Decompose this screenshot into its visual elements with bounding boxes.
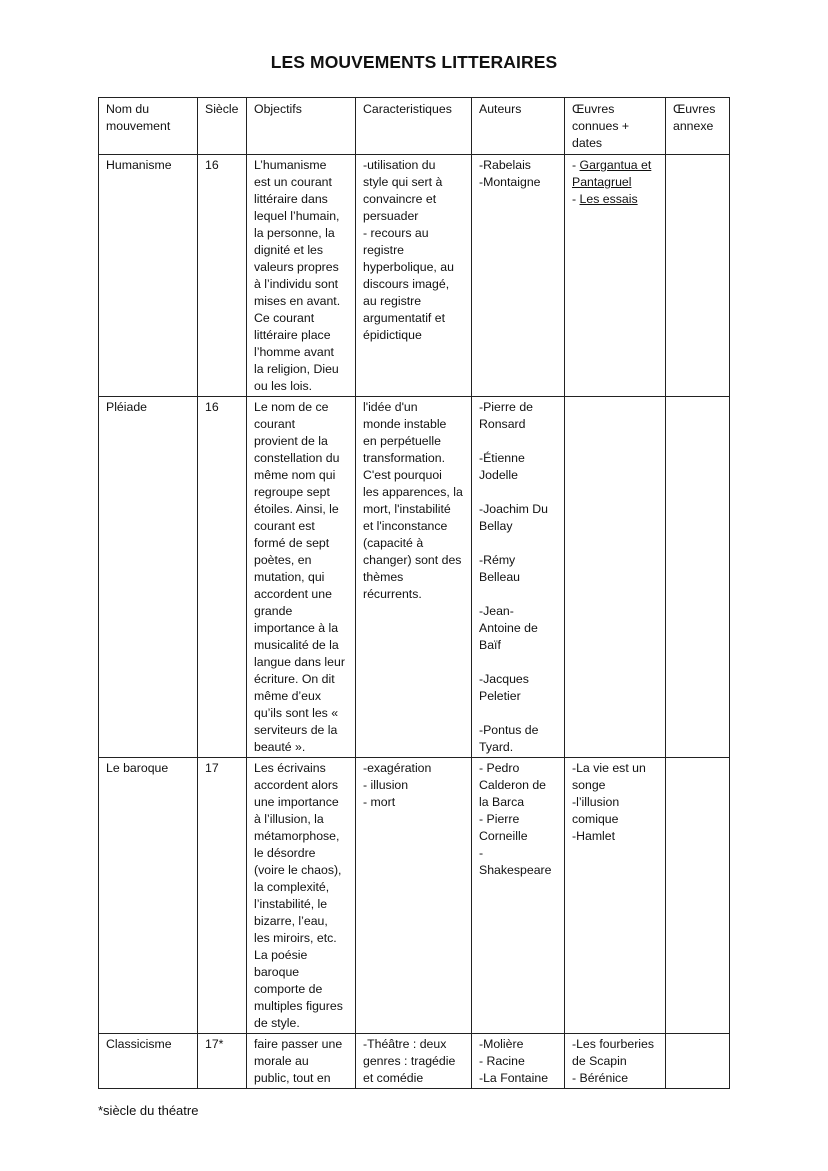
cell-line: baroque [254,965,300,979]
cell-line: -utilisation du [363,158,436,172]
movement-name-cell [99,1034,198,1089]
table-row [99,1034,730,1089]
authors-cell [472,1034,565,1089]
work-title: -La vie est un [572,761,646,775]
cell-line: - Racine [479,1054,525,1068]
cell-line: grande [254,604,293,618]
work-line [572,777,660,794]
cell-line: - recours au [363,226,429,240]
cell-line: - Pedro [479,761,520,775]
cell-line: Humanisme [106,158,172,172]
cell-line: monde instable [363,417,447,431]
work-line [572,174,660,191]
work-title: -Hamlet [572,829,616,843]
characteristics-cell [356,397,472,758]
cell-line: la religion, Dieu [254,362,339,376]
cell-line: Bellay [479,519,513,533]
work-title: -Les fourberies [572,1037,655,1051]
cell-line: les miroirs, etc. [254,931,337,945]
cell-line: les apparences, la [363,485,463,499]
cell-line: Œuvres [572,102,615,116]
cell-line: - illusion [363,778,409,792]
characteristics-cell [356,155,472,397]
characteristics-cell [356,1034,472,1089]
cell-line: 17 [205,761,219,775]
cell-line: genres : tragédie [363,1054,456,1068]
cell-line: La poésie [254,948,308,962]
cell-line: accordent alors [254,778,339,792]
work-title: de Scapin [572,1054,627,1068]
cell-line: serviteurs de la [254,723,338,737]
cell-line: -Rabelais [479,158,531,172]
table-row [99,397,730,758]
cell-line: public, tout en [254,1071,331,1085]
cell-line: et comédie [363,1071,424,1085]
table-row [99,155,730,397]
cell-line: persuader [363,209,419,223]
cell-line: discours imagé, [363,277,450,291]
cell-line: Le nom de ce [254,400,329,414]
objectives-cell [247,1034,356,1089]
work-line [572,1053,660,1070]
movement-name-cell [99,397,198,758]
cell-line: poètes, en [254,553,312,567]
works-cell [565,397,666,758]
cell-line: métamorphose, [254,829,340,843]
work-line [572,157,660,174]
cell-line: provient de la [254,434,328,448]
cell-line: Œuvres [673,102,716,116]
cell-line [479,484,559,501]
cell-line: connues + [572,119,630,133]
cell-line: récurrents. [363,587,422,601]
century-cell [198,1034,247,1089]
cell-line: multiples figures [254,999,343,1013]
page-title: LES MOUVEMENTS LITTERAIRES [270,52,558,72]
cell-line: -Pierre de [479,400,533,414]
work-title-underlined: Pantagruel [572,175,632,189]
work-title: comique [572,812,619,826]
work-title: -l’illusion [572,795,620,809]
cell-line: Ce courant [254,311,315,325]
century-cell [198,397,247,758]
cell-line: lequel l’humain, [254,209,340,223]
cell-line: à l’individu sont [254,277,339,291]
cell-line [479,654,559,671]
cell-line: Caracteristiques [363,102,452,116]
cell-line: valeurs propres [254,260,339,274]
work-line [572,1070,660,1087]
cell-line: L’humanisme [254,158,327,172]
cell-line: Classicisme [106,1037,172,1051]
cell-line: étoiles. Ainsi, le [254,502,339,516]
cell-line: C'est pourquoi [363,468,442,482]
footnote: *siècle du théatre [98,1103,199,1118]
authors-cell [472,155,565,397]
cell-line: Corneille [479,829,528,843]
work-line [572,811,660,828]
cell-line: -Rémy [479,553,516,567]
cell-line: l'idée d'un [363,400,418,414]
cell-line: la personne, la [254,226,335,240]
cell-line: -Pontus de [479,723,539,737]
works-cell [565,155,666,397]
cell-line: faire passer une [254,1037,343,1051]
cell-line: courant [254,417,296,431]
cell-line: épidictique [363,328,422,342]
cell-line: mises en avant. [254,294,341,308]
cell-line: -Montaigne [479,175,541,189]
cell-line: mutation, qui [254,570,325,584]
cell-line: - Pierre [479,812,520,826]
movement-name-cell [99,758,198,1034]
header-movement-name [99,98,198,155]
cell-line: -Théâtre : deux [363,1037,447,1051]
cell-line: ou les lois. [254,379,313,393]
movements-table [98,97,730,1089]
cell-line: thèmes [363,570,404,584]
cell-line: littéraire place [254,328,331,342]
cell-line: la Barca [479,795,525,809]
table-body [99,155,730,1089]
cell-line: regroupe sept [254,485,330,499]
cell-line [479,705,559,722]
cell-line: Shakespeare [479,863,552,877]
table-row [99,758,730,1034]
cell-line: Tyard. [479,740,514,754]
cell-line: qu’ils sont les « [254,706,339,720]
work-line [572,1036,660,1053]
authors-cell [472,397,565,758]
cell-line: (voire le chaos), [254,863,342,877]
cell-line: accordent une [254,587,332,601]
header-century [198,98,247,155]
cell-line: musicalité de la [254,638,339,652]
cell-line: dignité et les [254,243,324,257]
cell-line: beauté ». [254,740,306,754]
cell-line: comporte de [254,982,323,996]
work-title: - Bérénice [572,1071,629,1085]
cell-line: est un courant [254,175,332,189]
century-cell [198,155,247,397]
authors-cell [472,758,565,1034]
work-line [572,828,660,845]
cell-line: changer) sont des [363,553,462,567]
characteristics-cell [356,758,472,1034]
cell-line: l’homme avant [254,345,334,359]
work-line [572,191,660,208]
cell-line: -Étienne [479,451,525,465]
cell-line: registre [363,243,405,257]
cell-line: -Jean- [479,604,514,618]
cell-line: formé de sept [254,536,330,550]
cell-line: -exagération [363,761,432,775]
cell-line: bizarre, l’eau, [254,914,328,928]
objectives-cell [247,758,356,1034]
annex-cell [666,1034,730,1089]
cell-line: Jodelle [479,468,518,482]
cell-line: importance à la [254,621,339,635]
cell-line [479,535,559,552]
cell-line: écriture. On dit [254,672,335,686]
works-cell [565,1034,666,1089]
cell-line: 16 [205,400,219,414]
cell-line: 17* [205,1037,224,1051]
cell-line: en perpétuelle [363,434,441,448]
cell-line: hyperbolique, au [363,260,454,274]
table-header-row [99,98,730,155]
cell-line: -Jacques [479,672,529,686]
cell-line: (capacité à [363,536,424,550]
annex-cell [666,155,730,397]
cell-line: une importance [254,795,339,809]
work-title-underlined: Gargantua et [579,158,652,172]
cell-line: à l’illusion, la [254,812,324,826]
work-bullet: - [572,158,580,172]
objectives-cell [247,155,356,397]
cell-line: le désordre [254,846,316,860]
century-cell [198,758,247,1034]
cell-line: Pléiade [106,400,148,414]
work-line [572,760,660,777]
header-annex-works [666,98,730,155]
objectives-cell [247,397,356,758]
cell-line: -La Fontaine [479,1071,549,1085]
cell-line: Objectifs [254,102,302,116]
cell-line: et l'inconstance [363,519,448,533]
cell-line: même nom qui [254,468,336,482]
cell-line: Le baroque [106,761,169,775]
cell-line: au registre [363,294,422,308]
cell-line: Auteurs [479,102,522,116]
cell-line: constellation du [254,451,340,465]
cell-line: convaincre et [363,192,437,206]
cell-line: Nom du [106,102,150,116]
cell-line: Baïf [479,638,501,652]
cell-line [479,433,559,450]
cell-line: style qui sert à [363,175,443,189]
cell-line: dates [572,136,603,150]
work-title-underlined: Les essais [579,192,638,206]
header-characteristics [356,98,472,155]
annex-cell [666,758,730,1034]
cell-line: la complexité, [254,880,330,894]
cell-line: Belleau [479,570,521,584]
cell-line: Les écrivains [254,761,326,775]
cell-line: langue dans leur [254,655,345,669]
cell-line: Calderon de [479,778,546,792]
cell-line [479,586,559,603]
cell-line: littéraire dans [254,192,328,206]
work-bullet: - [572,192,580,206]
header-objectives [247,98,356,155]
cell-line: -Joachim Du [479,502,549,516]
cell-line: - mort [363,795,396,809]
cell-line: Siècle [205,102,239,116]
work-line [572,794,660,811]
work-title: songe [572,778,606,792]
cell-line: mouvement [106,119,171,133]
cell-line: l’instabilité, le [254,897,328,911]
movement-name-cell [99,155,198,397]
cell-line: -Molière [479,1037,524,1051]
cell-line: transformation. [363,451,446,465]
cell-line: de style. [254,1016,300,1030]
cell-line: mort, l'instabilité [363,502,451,516]
cell-line: Antoine de [479,621,538,635]
header-known-works [565,98,666,155]
cell-line: argumentatif et [363,311,446,325]
works-cell [565,758,666,1034]
cell-line: 16 [205,158,219,172]
cell-line: morale au [254,1054,309,1068]
annex-cell [666,397,730,758]
cell-line: Ronsard [479,417,526,431]
cell-line: annexe [673,119,714,133]
header-authors [472,98,565,155]
cell-line: courant est [254,519,315,533]
cell-line: Peletier [479,689,521,703]
cell-line: - [479,846,484,860]
cell-line: même d’eux [254,689,321,703]
